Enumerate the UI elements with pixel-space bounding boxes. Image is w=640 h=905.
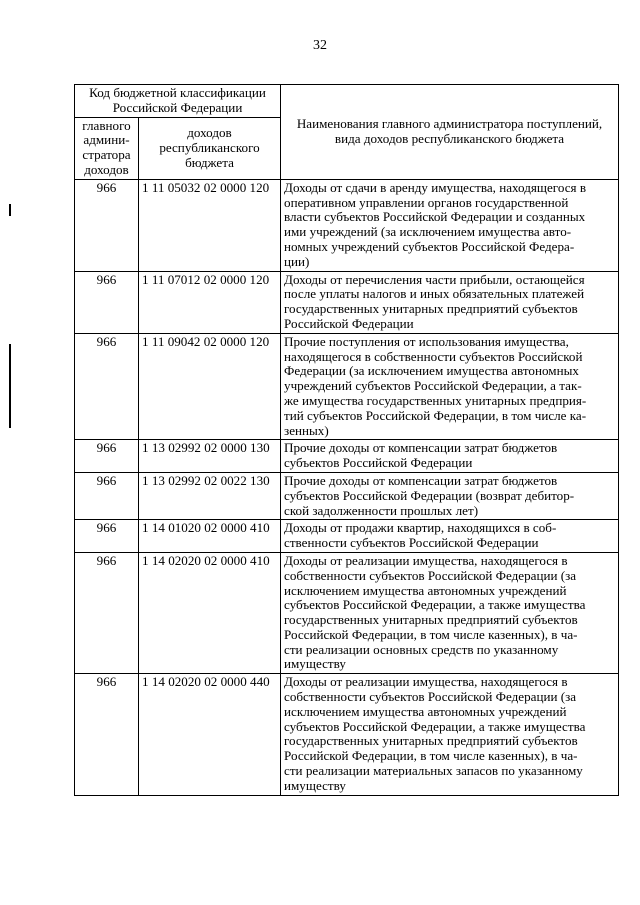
table-header [75, 85, 619, 180]
income-name-line: Доходы от перечисления части прибыли, остающейся [284, 271, 585, 287]
income-name-line: ской задолженности прошлых лет) [284, 502, 479, 518]
income-name-line: субъектов Российской Федерации (возврат дебитор- [284, 487, 575, 503]
administrator-code: 966 [75, 440, 139, 473]
income-name-line: тий субъектов Российской Федерации, в том числе ка- [284, 407, 587, 423]
income-name-line: государственных унитарных предприятий субъектов [284, 301, 578, 317]
table-body [75, 179, 619, 795]
income-name-line: имуществу [284, 777, 346, 793]
income-code: 1 14 02020 02 0000 440 [139, 674, 281, 795]
income-name-line: сти реализации основных средств по указанному [284, 641, 559, 657]
table-row [75, 179, 619, 271]
income-name-line: Прочие доходы от компенсации затрат бюджетов [284, 440, 558, 456]
header-line: республиканского [159, 139, 260, 155]
income-name-line: собственности субъектов Российской Федерации (за [284, 689, 577, 705]
income-name-line: же имущества государственных унитарных предприя- [284, 392, 587, 408]
income-name-line: Прочие поступления от использования имущества, [284, 333, 569, 349]
header-line: бюджета [185, 154, 234, 170]
page-number: 32 [313, 38, 327, 53]
header-line: админи- [83, 132, 130, 148]
administrator-code: 966 [75, 333, 139, 440]
income-name-line: номных учреждений субъектов Российской Федера- [284, 238, 575, 254]
income-name-line: Федерации (за исключением имущества автономных [284, 363, 579, 379]
income-name-line: субъектов Российской Федерации, а также имущества [284, 597, 586, 613]
income-name [281, 179, 619, 271]
table-row [75, 333, 619, 440]
income-name [281, 271, 619, 333]
income-code: 1 13 02992 02 0000 130 [139, 440, 281, 473]
income-code: 1 13 02992 02 0022 130 [139, 472, 281, 519]
margin-mark [9, 204, 11, 216]
header-line: главного [82, 117, 131, 133]
administrator-code: 966 [75, 472, 139, 519]
income-name-line: исключением имущества автономных учреждений [284, 703, 567, 719]
header-line: стратора [82, 147, 131, 163]
income-name-line: ственности субъектов Российской Федерации [284, 535, 539, 551]
income-name-line: учреждений субъектов Российской Федерации, а так- [284, 378, 582, 394]
income-name-line: Доходы от сдачи в аренду имущества, находящегося в [284, 179, 587, 195]
table-row [75, 674, 619, 795]
income-name-line: Прочие доходы от компенсации затрат бюджетов [284, 472, 558, 488]
income-name-line: ции) [284, 253, 310, 269]
income-name [281, 674, 619, 795]
administrator-code: 966 [75, 271, 139, 333]
administrator-code: 966 [75, 674, 139, 795]
income-name [281, 440, 619, 473]
table-row [75, 271, 619, 333]
income-name-line: зенных) [284, 422, 329, 438]
income-name [281, 472, 619, 519]
income-code: 1 14 02020 02 0000 410 [139, 552, 281, 673]
income-name [281, 333, 619, 440]
income-name-line: государственных унитарных предприятий субъектов [284, 612, 578, 628]
income-name-line: субъектов Российской Федерации, а также имущества [284, 718, 586, 734]
income-name [281, 552, 619, 673]
income-name-line: Российской Федерации [284, 315, 414, 331]
header-administrator-name [281, 85, 619, 180]
header-line: доходов [187, 124, 232, 140]
header-budget-income [139, 117, 281, 179]
income-name-line: находящегося в собственности субъектов Российской [284, 348, 583, 364]
income-name-line: после уплаты налогов и иных обязательных платежей [284, 286, 585, 302]
header-line: доходов [84, 161, 129, 177]
income-name-line: собственности субъектов Российской Федерации (за [284, 567, 577, 583]
income-code: 1 11 09042 02 0000 120 [139, 333, 281, 440]
income-name-line: исключением имущества автономных учреждений [284, 582, 567, 598]
income-name-line: сти реализации материальных запасов по указанному [284, 763, 583, 779]
header-line: Российской Федерации [112, 99, 243, 115]
income-name-line: имуществу [284, 656, 346, 672]
header-line: Наименования главного администратора поступлений, [296, 116, 603, 132]
income-code: 1 11 07012 02 0000 120 [139, 271, 281, 333]
header-main-administrator [75, 117, 139, 179]
header-classification-code [75, 85, 281, 118]
income-name-line: Доходы от продажи квартир, находящихся в соб- [284, 520, 557, 536]
table-row [75, 552, 619, 673]
income-name-line: власти субъектов Российской Федерации и созданных [284, 209, 586, 225]
income-name-line: субъектов Российской Федерации [284, 455, 473, 471]
table-row [75, 440, 619, 473]
administrator-code: 966 [75, 179, 139, 271]
income-name-line: государственных унитарных предприятий субъектов [284, 733, 578, 749]
income-code: 1 11 05032 02 0000 120 [139, 179, 281, 271]
administrator-code: 966 [75, 552, 139, 673]
income-code: 1 14 01020 02 0000 410 [139, 520, 281, 553]
income-name-line: Доходы от реализации имущества, находящегося в [284, 674, 568, 690]
income-name-line: Доходы от реализации имущества, находящегося в [284, 552, 568, 568]
table-row [75, 472, 619, 519]
table-row [75, 520, 619, 553]
income-name-line: Российской Федерации, в том числе казенных), в ча- [284, 626, 578, 642]
budget-classification-table [74, 84, 619, 796]
income-name-line: оперативном управлении органов государственной [284, 194, 569, 210]
header-line: вида доходов республиканского бюджета [334, 130, 565, 146]
income-name [281, 520, 619, 553]
income-name-line: Российской Федерации, в том числе казенных), в ча- [284, 748, 578, 764]
header-line: Код бюджетной классификации [89, 85, 266, 100]
income-name-line: ими учреждений (за исключением имущества авто- [284, 224, 572, 240]
administrator-code: 966 [75, 520, 139, 553]
margin-mark [9, 344, 11, 428]
